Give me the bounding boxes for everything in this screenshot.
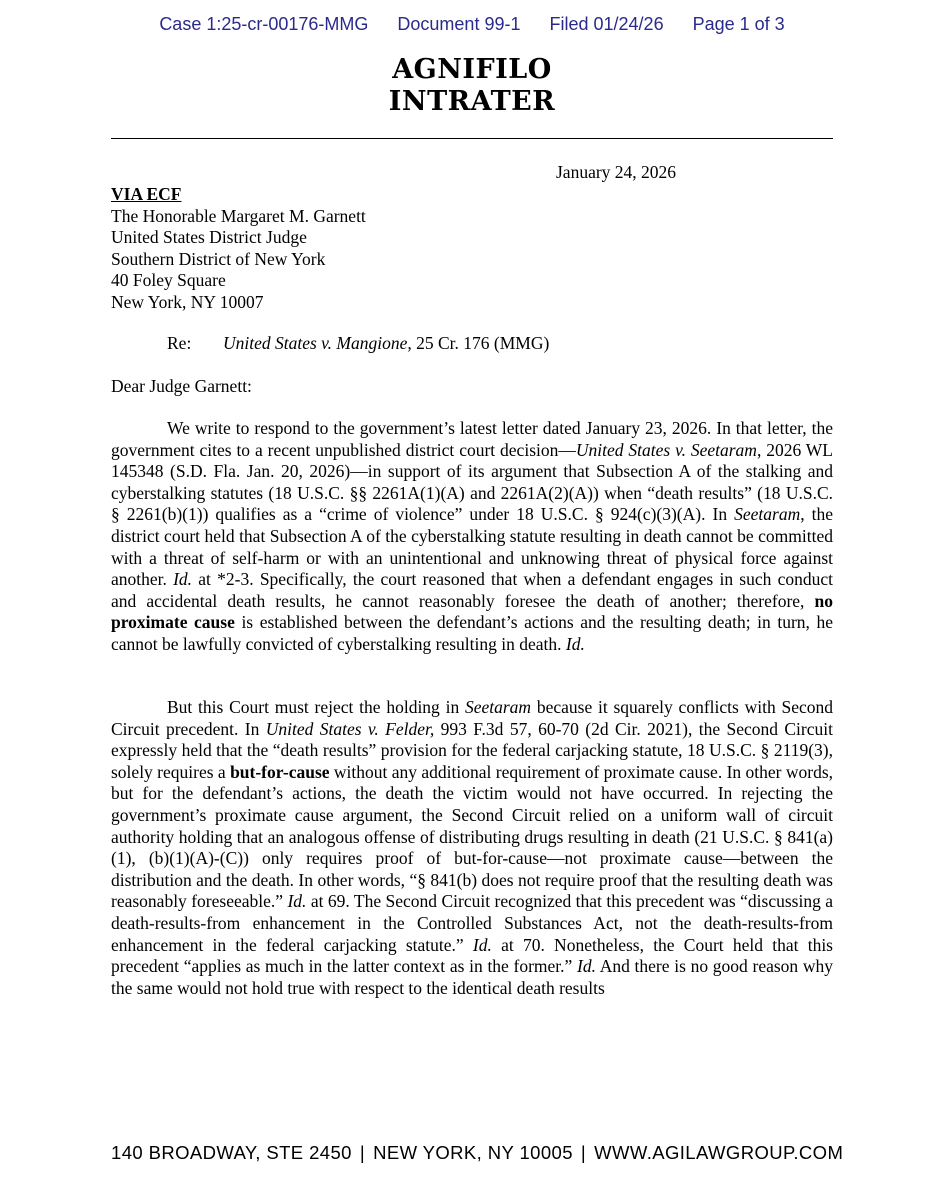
firm-footer <box>111 1142 844 1164</box>
recipient-address <box>111 184 366 314</box>
address-line: The Honorable Margaret M. Garnett <box>111 205 366 226</box>
filed-date: Filed 01/24/26 <box>549 14 664 34</box>
re-case-name: United States v. Mangione, <box>223 333 412 353</box>
address-line: New York, NY 10007 <box>111 291 264 312</box>
re-case-number: 25 Cr. 176 (MMG) <box>416 333 550 353</box>
footer-separator: | <box>359 1142 366 1163</box>
letter-date: January 24, 2026 <box>556 162 677 182</box>
footer-separator: | <box>580 1142 587 1163</box>
footer-address: 140 BROADWAY, STE 2450 <box>111 1142 352 1163</box>
body-paragraph-2: But this Court must reject the holding in Seetaram because it squarely conflicts with Second Circuit precedent. In United States v. Felder, 993 F.3d 57, 60-70 (2d Cir. 2021), the Second Circuit expressly held that the “death results” provision for the federal carjacking statute, 18 U.S.C. § 2119(3), solely requires a but-for-cause without any additional requirement of proximate cause. In other words, but for the defendant’s actions, the death the victim would not have occurred. In rejecting the government’s proximate cause argument, the Second Circuit relied on a uniform wall of circuit authority holding that an analogous offense of distributing drugs resulting in death (21 U.S.C. § 841(a)(1), (b)(1)(A)-(C)) only requires proof of but-for-cause—not proximate cause—between the distribution and the death. In other words, “§ 841(b) does not require proof that the resulting death was reasonably foreseeable.” Id. at 69. The Second Circuit recognized that this precedent was “discussing a death-results-from enhancement in the Controlled Substances Act, not the death-results-from enhancement in the federal carjacking statute.” Id. at 70. Nonetheless, the Court held that this precedent “applies as much in the latter context as in the former.” Id. And there is no good reason why the same would not hold true with respect to the identical death results <box>111 697 834 998</box>
address-line: United States District Judge <box>111 227 307 248</box>
address-line: Southern District of New York <box>111 248 326 269</box>
footer-website: WWW.AGILAWGROUP.COM <box>594 1142 844 1163</box>
logo-line-1: AGNIFILO <box>392 54 552 85</box>
logo-line-2: INTRATER <box>388 86 556 117</box>
delivery-method: VIA ECF <box>111 184 182 204</box>
re-line <box>167 333 549 354</box>
document-number: Document 99-1 <box>397 14 521 34</box>
firm-logo <box>0 54 944 118</box>
footer-city: NEW YORK, NY 10005 <box>373 1142 573 1163</box>
re-label: Re: <box>167 333 192 353</box>
page-indicator: Page 1 of 3 <box>692 14 785 34</box>
header-divider <box>111 138 833 139</box>
body-paragraph-1: We write to respond to the government’s latest letter dated January 23, 2026. In that letter, the government cites to a recent unpublished district court decision—United States v. Seetaram, 2026 WL 145348 (S.D. Fla. Jan. 20, 2026)—in support of its argument that Subsection A of the stalking and cyberstalking statutes (18 U.S.C. §§ 2261A(1)(A) and 2261A(2)(A)) when “death results” (18 U.S.C. § 2261(b)(1)) qualifies as a “crime of violence” under 18 U.S.C. § 924(c)(3)(A). In Seetaram, the district court held that Subsection A of the cyberstalking statute resulting in death cannot be committed with a threat of self-harm or with an unintentional and unknowing threat of physical force against another. Id. at *2-3. Specifically, the court reasoned that when a defendant engages in such conduct and accidental death results, he cannot reasonably foresee the death of another; therefore, no proximate cause is established between the defendant’s actions and the resulting death; in turn, he cannot be lawfully convicted of cyberstalking resulting in death. Id. <box>111 418 834 654</box>
ecf-filing-header <box>0 14 944 35</box>
salutation: Dear Judge Garnett: <box>111 376 252 396</box>
case-number: Case 1:25-cr-00176-MMG <box>159 14 369 34</box>
address-line: 40 Foley Square <box>111 270 226 291</box>
